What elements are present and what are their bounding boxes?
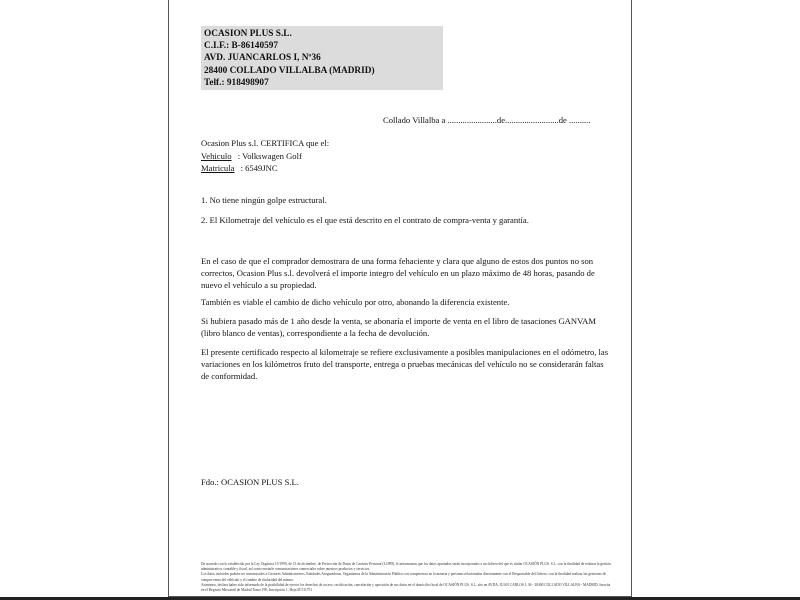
plate-value: : 6549JNC xyxy=(240,163,278,173)
legal-footer-p1: De acuerdo con lo establecido por la Ley Orgánica 15/1999, de 13 de diciembre, de Protección de Datos de Carácter Personal (LOPD), le informamos que los datos aportados serán incorporados a un fichero del que es titular OCASIÓN PLUS, S.L. con la finalidad de realizar la gestión administrativa, contable y fiscal, así como enviarle comunicaciones comerciales sobre nuestros productos y servicios. xyxy=(201,562,611,572)
plate-label: Matricula xyxy=(201,163,235,173)
company-cif: C.I.F.: B-86140597 xyxy=(204,41,279,52)
paragraph-kilometraje: El presente certificado respecto al kilometraje se refiere exclusivamente a posibles manipulaciones en el odómetro, las variaciones en los kilómetros fruto del transporte, entrega o pruebas mecánicas del vehículo no se considerarán faltas de conformidad. xyxy=(201,347,609,381)
company-header-box xyxy=(201,26,443,90)
vehicle-row xyxy=(201,151,302,161)
point-2: 2. El Kilometraje del vehículo es el que está descrito en el contrato de compra-venta y garantía. xyxy=(201,215,529,225)
vehicle-label: Vehiculo xyxy=(201,151,232,161)
paragraph-exchange: También es viable el cambio de dicho vehículo por otro, abonando la diferencia existente. xyxy=(201,297,510,307)
paragraph-ganvam: Si hubiera pasado más de 1 año desde la venta, se abonaría el importe de venta en el libro de tasaciones GANVAM (libro blanco de ventas), correspondiente a la fecha de devolución. xyxy=(201,316,597,338)
signature-line: Fdo.: OCASION PLUS S.L. xyxy=(201,477,299,487)
date-line: Collado Villalba a .......................de.........................de .......... xyxy=(383,115,591,125)
point-1: 1. No tiene ningún golpe estructural. xyxy=(201,195,327,205)
legal-footer-p3: Asimismo, declara haber sido informado de la posibilidad de ejercer los derechos de acceso, rectificación, cancelación y oposición de sus datos en el domicilio fiscal de OCASIÓN PLUS, S.L. sito en AVDA. JUAN CARLOS I, 36 - 28400 COLLADO VILLALBA - MADRID. Inscrita en el Registro Mercantil de Madrid Tomo 190, Inscripción 1, Hoja M 511751 xyxy=(201,582,611,593)
company-address: AVD. JUANCARLOS I, Nº36 xyxy=(204,53,321,64)
paragraph-refund: En el caso de que el comprador demostrara de una forma fehaciente y clara que alguno de estos dos puntos no son correctos, Ocasion Plus s.l. devolverá el importe integro del vehículo en un plazo máximo de 48 horas, pasando de nuevo el vehículo a su propiedad. xyxy=(201,256,595,290)
plate-row xyxy=(201,163,278,173)
legal-footer-p2: Los datos incluidos podrán ser comunicados a Gestores Administrativos, Entidades Aseguradoras, Organismos de la Administración Pública con competencia en la materia y personas relacionadas directamente con el Responsable del fichero, con la finalidad realizar las gestiones de compra-venta del vehículo y el cambio de titularidad del mismo. xyxy=(201,572,607,582)
company-phone: Telf.: 918498907 xyxy=(204,77,269,88)
certifica-line: Ocasion Plus s.l. CERTIFICA que el: xyxy=(201,138,330,148)
company-name: OCASION PLUS S.L. xyxy=(204,29,292,39)
document-page xyxy=(168,0,632,597)
company-city: 28400 COLLADO VILLALBA (MADRID) xyxy=(204,65,375,76)
vehicle-value: : Volkswagen Golf xyxy=(237,151,302,161)
legal-footer xyxy=(201,562,611,593)
